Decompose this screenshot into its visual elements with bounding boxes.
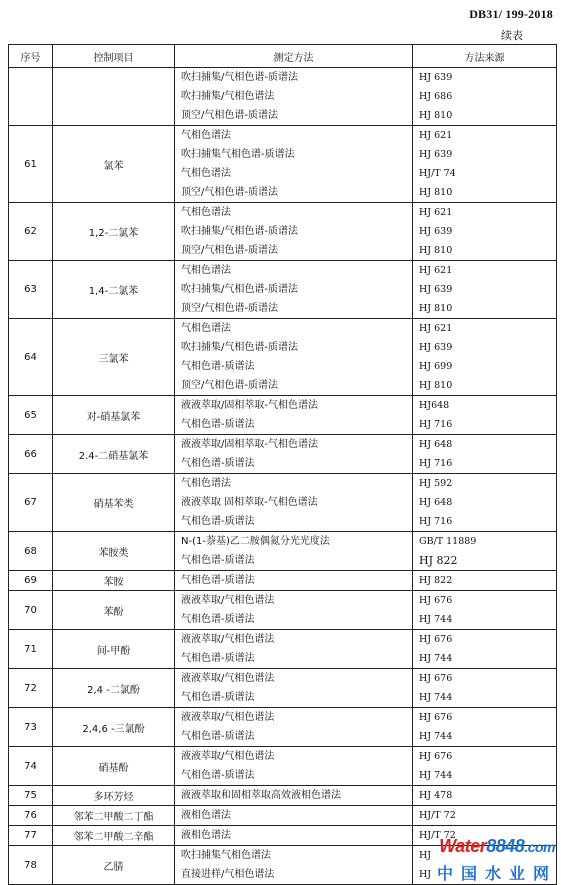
source-cell	[413, 68, 557, 126]
method-line: 液液萃取/气相色谱法	[181, 673, 275, 684]
method-line: 液液萃取/气相色谱法	[181, 595, 275, 606]
source-line: HJ 744	[419, 770, 453, 781]
serial-number-cell: 67	[9, 474, 53, 532]
table-row	[9, 261, 557, 319]
method-line: 液液萃取/气相色谱法	[181, 751, 275, 762]
method-line: 气相色谱法	[181, 130, 231, 141]
method-cell	[175, 474, 413, 532]
source-line: HJ 744	[419, 614, 453, 625]
source-cell	[413, 591, 557, 630]
method-line: 气相色谱-质谱法	[181, 555, 255, 566]
serial-number-cell: 78	[9, 846, 53, 885]
source-line: HJ 648	[419, 497, 453, 508]
source-line: HJ 716	[419, 419, 453, 430]
table-row	[9, 669, 557, 708]
source-line: HJ 592	[419, 478, 453, 489]
method-line: 气相色谱法	[181, 265, 231, 276]
document-code: DB31/ 199-2018	[469, 7, 553, 21]
serial-number-cell: 66	[9, 435, 53, 474]
source-line: HJ 478	[419, 790, 453, 801]
serial-number-cell: 62	[9, 203, 53, 261]
method-line: 吹扫捕集/气相色谱法	[181, 91, 275, 102]
source-line: HJ/T 72	[419, 830, 456, 841]
watermark-brand-water: Water	[439, 836, 487, 856]
method-table	[8, 44, 557, 885]
method-line: 吹扫捕集/气相色谱-质谱法	[181, 284, 298, 295]
control-item-cell	[53, 68, 175, 126]
method-line: 液液萃取/气相色谱法	[181, 634, 275, 645]
table-row	[9, 126, 557, 203]
source-line: HJ 639	[419, 72, 453, 83]
control-item-cell: 2.4-二硝基氯苯	[53, 435, 175, 474]
method-line: 吹扫捕集/气相色谱-质谱法	[181, 226, 298, 237]
source-line: HJ 810	[419, 380, 453, 391]
serial-number-cell: 68	[9, 532, 53, 571]
method-line: 气相色谱-质谱法	[181, 458, 255, 469]
source-cell	[413, 203, 557, 261]
source-cell	[413, 826, 557, 846]
source-line: HJ 621	[419, 265, 453, 276]
source-line: HJ 621	[419, 207, 453, 218]
table-row	[9, 319, 557, 396]
serial-number-cell: 69	[9, 571, 53, 591]
method-line: 顶空/气相色谱-质谱法	[181, 245, 278, 256]
source-line: HJ 716	[419, 516, 453, 527]
source-line: HJ 810	[419, 110, 453, 121]
table-row	[9, 571, 557, 591]
source-line: HJ 639	[419, 149, 453, 160]
serial-number-cell: 65	[9, 396, 53, 435]
method-line: 液液萃取/固相萃取-气相色谱法	[181, 439, 318, 450]
method-line: 气相色谱法	[181, 478, 231, 489]
source-line: HJ 676	[419, 595, 453, 606]
source-line: HJ648	[419, 400, 450, 411]
table-body	[9, 68, 557, 885]
source-line: GB/T 11889	[419, 536, 477, 547]
method-line: 吹扫捕集/气相色谱-质谱法	[181, 342, 298, 353]
control-item-cell: 2,4,6 -三氯酚	[53, 708, 175, 747]
method-line: 顶空/气相色谱-质谱法	[181, 187, 278, 198]
source-line: HJ 744	[419, 731, 453, 742]
source-line: HJ	[419, 850, 432, 861]
method-line: 直接进样/气相色谱法	[181, 869, 275, 880]
source-cell	[413, 669, 557, 708]
watermark-cn-name: 中国水业网	[436, 864, 557, 883]
source-line: HJ 744	[419, 653, 453, 664]
continued-label: 续表	[501, 29, 523, 42]
source-line: HJ 699	[419, 361, 453, 372]
table-row	[9, 474, 557, 532]
serial-number-cell: 70	[9, 591, 53, 630]
source-line: HJ 810	[419, 187, 453, 198]
serial-number-cell: 74	[9, 747, 53, 786]
control-item-cell: 苯胺	[53, 571, 175, 591]
source-line: HJ 676	[419, 634, 453, 645]
serial-number-cell: 76	[9, 806, 53, 826]
source-line: HJ/T 72	[419, 810, 456, 821]
control-item-cell: 邻苯二甲酸二丁酯	[53, 806, 175, 826]
method-line: 气相色谱-质谱法	[181, 770, 255, 781]
source-line: HJ 822	[419, 554, 458, 567]
table-row	[9, 806, 557, 826]
method-cell	[175, 826, 413, 846]
control-item-cell: 三氯苯	[53, 319, 175, 396]
watermark-brand-domain: .com	[524, 839, 555, 855]
table-row	[9, 826, 557, 846]
source-line: HJ 621	[419, 130, 453, 141]
serial-number-cell	[9, 68, 53, 126]
table-row	[9, 591, 557, 630]
method-cell	[175, 591, 413, 630]
control-item-cell: 硝基酚	[53, 747, 175, 786]
source-cell	[413, 786, 557, 806]
serial-number-cell: 75	[9, 786, 53, 806]
control-item-cell: 硝基苯类	[53, 474, 175, 532]
method-line: 吹扫捕集/气相色谱-质谱法	[181, 72, 298, 83]
table-row	[9, 435, 557, 474]
method-line: 气相色谱-质谱法	[181, 575, 255, 586]
method-line: 气相色谱-质谱法	[181, 731, 255, 742]
control-item-cell: 间-甲酚	[53, 630, 175, 669]
source-line: HJ/T 74	[419, 168, 456, 179]
source-cell	[413, 319, 557, 396]
method-line: 顶空/气相色谱-质谱法	[181, 303, 278, 314]
method-line: 液液萃取和固相萃取高效液相色谱法	[181, 790, 341, 801]
source-cell	[413, 532, 557, 571]
table-row	[9, 747, 557, 786]
table-row	[9, 786, 557, 806]
control-item-cell: 乙腈	[53, 846, 175, 885]
method-cell	[175, 396, 413, 435]
method-line: 气相色谱法	[181, 323, 231, 334]
method-cell	[175, 435, 413, 474]
method-cell	[175, 319, 413, 396]
table-row	[9, 708, 557, 747]
method-line: 气相色谱-质谱法	[181, 653, 255, 664]
control-item-cell: 2,4 -二氯酚	[53, 669, 175, 708]
source-line: HJ 639	[419, 226, 453, 237]
method-cell	[175, 846, 413, 885]
header-method-source: 方法来源	[413, 45, 557, 68]
watermark-brand-number: 8848	[486, 836, 525, 856]
source-line: HJ 639	[419, 342, 453, 353]
serial-number-cell: 63	[9, 261, 53, 319]
source-cell	[413, 396, 557, 435]
method-cell	[175, 708, 413, 747]
control-item-cell: 1,2-二氯苯	[53, 203, 175, 261]
source-line: HJ 810	[419, 303, 453, 314]
method-line: 气相色谱-质谱法	[181, 516, 255, 527]
source-cell	[413, 435, 557, 474]
serial-number-cell: 73	[9, 708, 53, 747]
method-line: 气相色谱-质谱法	[181, 692, 255, 703]
table-row	[9, 396, 557, 435]
header-method: 测定方法	[175, 45, 413, 68]
table-row	[9, 630, 557, 669]
source-line: HJ 810	[419, 245, 453, 256]
method-line: 吹扫捕集气相色谱-质谱法	[181, 149, 295, 160]
method-line: 顶空/气相色谱-质谱法	[181, 110, 278, 121]
method-cell	[175, 203, 413, 261]
table-header-row	[9, 45, 557, 68]
method-line: 顶空/气相色谱-质谱法	[181, 380, 278, 391]
source-line: HJ 744	[419, 692, 453, 703]
method-line: 液相色谱法	[181, 810, 231, 821]
table-row	[9, 846, 557, 885]
control-item-cell: 氯苯	[53, 126, 175, 203]
serial-number-cell: 71	[9, 630, 53, 669]
source-line: HJ 621	[419, 323, 453, 334]
method-line: N-(1-萘基)乙二胺偶氮分光光度法	[181, 536, 330, 547]
method-line: 吹扫捕集气相色谱法	[181, 850, 271, 861]
source-cell	[413, 126, 557, 203]
source-line: HJ 716	[419, 458, 453, 469]
control-item-cell: 苯胺类	[53, 532, 175, 571]
method-line: 液相色谱法	[181, 830, 231, 841]
source-line: HJ 639	[419, 284, 453, 295]
source-cell	[413, 474, 557, 532]
serial-number-cell: 77	[9, 826, 53, 846]
method-cell	[175, 806, 413, 826]
method-line: 气相色谱法	[181, 168, 231, 179]
method-line: 液液萃取/气相色谱法	[181, 712, 275, 723]
method-cell	[175, 571, 413, 591]
method-line: 液液萃取 固相萃取-气相色谱法	[181, 497, 318, 508]
source-cell	[413, 806, 557, 826]
source-line: HJ 676	[419, 751, 453, 762]
method-line: 气相色谱-质谱法	[181, 419, 255, 430]
method-cell	[175, 786, 413, 806]
table-row	[9, 532, 557, 571]
source-line: HJ 676	[419, 673, 453, 684]
method-cell	[175, 126, 413, 203]
source-line: HJ	[419, 869, 432, 880]
method-cell	[175, 669, 413, 708]
method-line: 气相色谱-质谱法	[181, 361, 255, 372]
method-line: 气相色谱法	[181, 207, 231, 218]
serial-number-cell: 64	[9, 319, 53, 396]
control-item-cell: 对-硝基氯苯	[53, 396, 175, 435]
source-line: HJ 676	[419, 712, 453, 723]
control-item-cell: 邻苯二甲酸二辛酯	[53, 826, 175, 846]
serial-number-cell: 61	[9, 126, 53, 203]
control-item-cell: 多环芳烃	[53, 786, 175, 806]
method-cell	[175, 630, 413, 669]
source-line: HJ 648	[419, 439, 453, 450]
method-line: 液液萃取/固相萃取-气相色谱法	[181, 400, 318, 411]
source-cell	[413, 261, 557, 319]
source-cell	[413, 708, 557, 747]
source-line: HJ 686	[419, 91, 453, 102]
header-serial-number: 序号	[9, 45, 53, 68]
table-row	[9, 203, 557, 261]
source-cell	[413, 747, 557, 786]
method-cell	[175, 747, 413, 786]
serial-number-cell: 72	[9, 669, 53, 708]
source-line: HJ 822	[419, 575, 453, 586]
method-cell	[175, 261, 413, 319]
source-cell	[413, 630, 557, 669]
method-line: 气相色谱-质谱法	[181, 614, 255, 625]
source-cell	[413, 571, 557, 591]
control-item-cell: 1,4-二氯苯	[53, 261, 175, 319]
method-cell	[175, 532, 413, 571]
control-item-cell: 苯酚	[53, 591, 175, 630]
header-control-item: 控制项目	[53, 45, 175, 68]
method-cell	[175, 68, 413, 126]
source-cell	[413, 846, 557, 885]
table-row	[9, 68, 557, 126]
